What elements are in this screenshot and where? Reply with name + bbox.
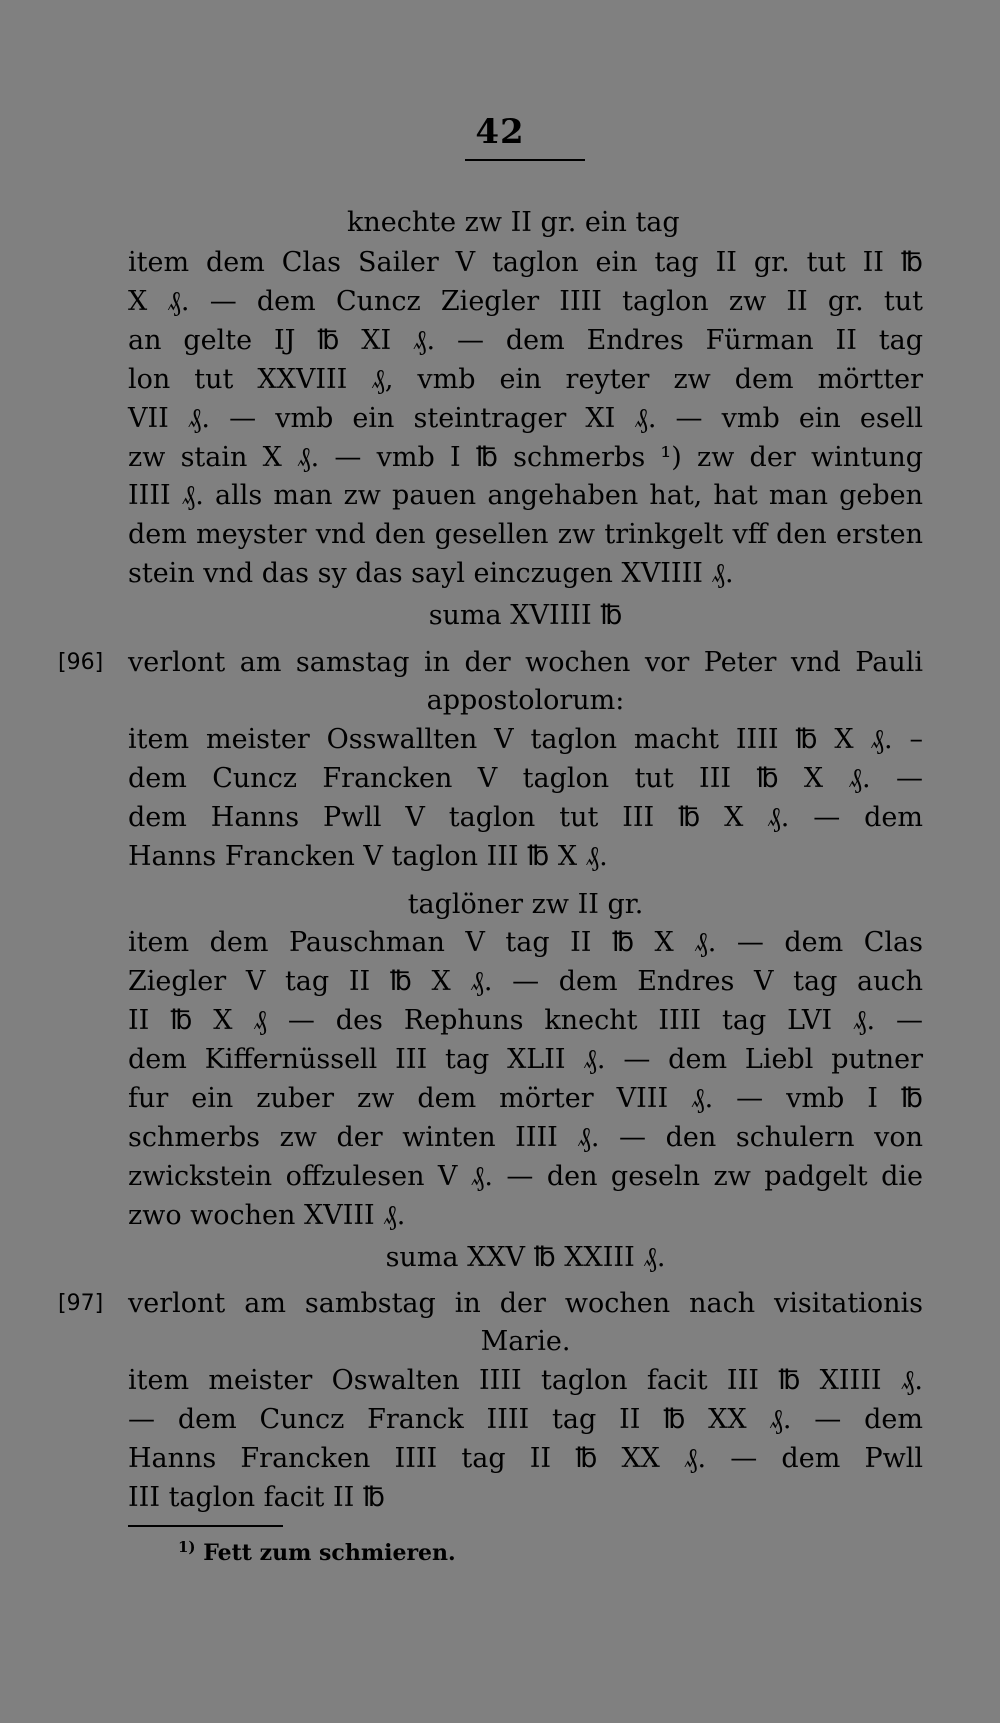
sum-line: suma XVIIII ℔: [428, 600, 623, 631]
text-line: item meister Osswallten V taglon macht IIII ℔ X ₰. –: [128, 724, 923, 755]
text-line: zwo wochen XVIII ₰.: [128, 1200, 406, 1231]
text-line: zw stain X ₰. — vmb I ℔ schmerbs ¹) zw der wintung: [128, 442, 923, 473]
text-line: Hanns Francken IIII tag II ℔ XX ₰. — dem Pwll: [128, 1443, 923, 1474]
text-line: dem meyster vnd den gesellen zw trinkgelt vff den ersten: [128, 519, 923, 550]
footnote-text: Fett zum schmieren.: [203, 1540, 456, 1566]
text-line: verlont am sambstag in der wochen nach visitationis: [128, 1288, 923, 1319]
text-line: stein vnd das sy das sayl einczugen XVIIII ₰.: [128, 558, 734, 589]
text-line: IIII ₰. alls man zw pauen angehaben hat, hat man geben: [128, 480, 923, 511]
footnote-marker: 1): [178, 1538, 196, 1556]
footnote-rule: [128, 1525, 283, 1527]
text-line: verlont am samstag in der wochen vor Peter vnd Pauli: [128, 647, 923, 678]
text-line: item dem Pauschman V tag II ℔ X ₰. — dem Clas: [128, 927, 923, 958]
text-line: schmerbs zw der winten IIII ₰. — den schulern von: [128, 1122, 923, 1153]
text-line: II ℔ X ₰ — des Rephuns knecht IIII tag LVI ₰. —: [128, 1005, 923, 1036]
page-number-rule: [465, 159, 585, 161]
text-line: III taglon facit II ℔: [128, 1482, 385, 1513]
text-line: knechte zw II gr. ein tag: [347, 207, 680, 238]
text-line: Hanns Francken V taglon III ℔ X ₰.: [128, 841, 608, 872]
text-line: Marie.: [480, 1326, 571, 1357]
margin-number: [97]: [58, 1291, 104, 1316]
margin-number: [96]: [58, 650, 104, 675]
sum-line: suma XXV ℔ XXIII ₰.: [385, 1242, 666, 1273]
text-line: item meister Oswalten IIII taglon facit III ℔ XIIII ₰.: [128, 1365, 923, 1396]
text-line: dem Kiffernüssell III tag XLII ₰. — dem Liebl putner: [128, 1044, 923, 1075]
text-line: dem Cuncz Francken V taglon tut III ℔ X ₰. —: [128, 763, 923, 794]
text-line: appostolorum:: [426, 685, 625, 716]
text-line: lon tut XXVIII ₰, vmb ein reyter zw dem mörtter: [128, 364, 923, 395]
text-line: X ₰. — dem Cuncz Ziegler IIII taglon zw II gr. tut: [128, 286, 923, 317]
text-line: VII ₰. — vmb ein steintrager XI ₰. — vmb ein esell: [128, 403, 923, 434]
text-line: taglöner zw II gr.: [407, 889, 644, 920]
text-line: item dem Clas Sailer V taglon ein tag II gr. tut II ℔: [128, 247, 923, 278]
text-line: — dem Cuncz Franck IIII tag II ℔ XX ₰. — dem: [128, 1404, 923, 1435]
footnote: [178, 1532, 456, 1568]
text-line: dem Hanns Pwll V taglon tut III ℔ X ₰. — dem: [128, 802, 923, 833]
text-line: an gelte IJ ℔ XI ₰. — dem Endres Fürman II tag: [128, 325, 923, 356]
text-line: Ziegler V tag II ℔ X ₰. — dem Endres V tag auch: [128, 966, 923, 997]
text-line: zwickstein offzulesen V ₰. — den geseln zw padgelt die: [128, 1161, 923, 1192]
text-line: fur ein zuber zw dem mörter VIII ₰. — vmb I ℔: [128, 1083, 923, 1114]
page-number: 42: [475, 112, 525, 152]
